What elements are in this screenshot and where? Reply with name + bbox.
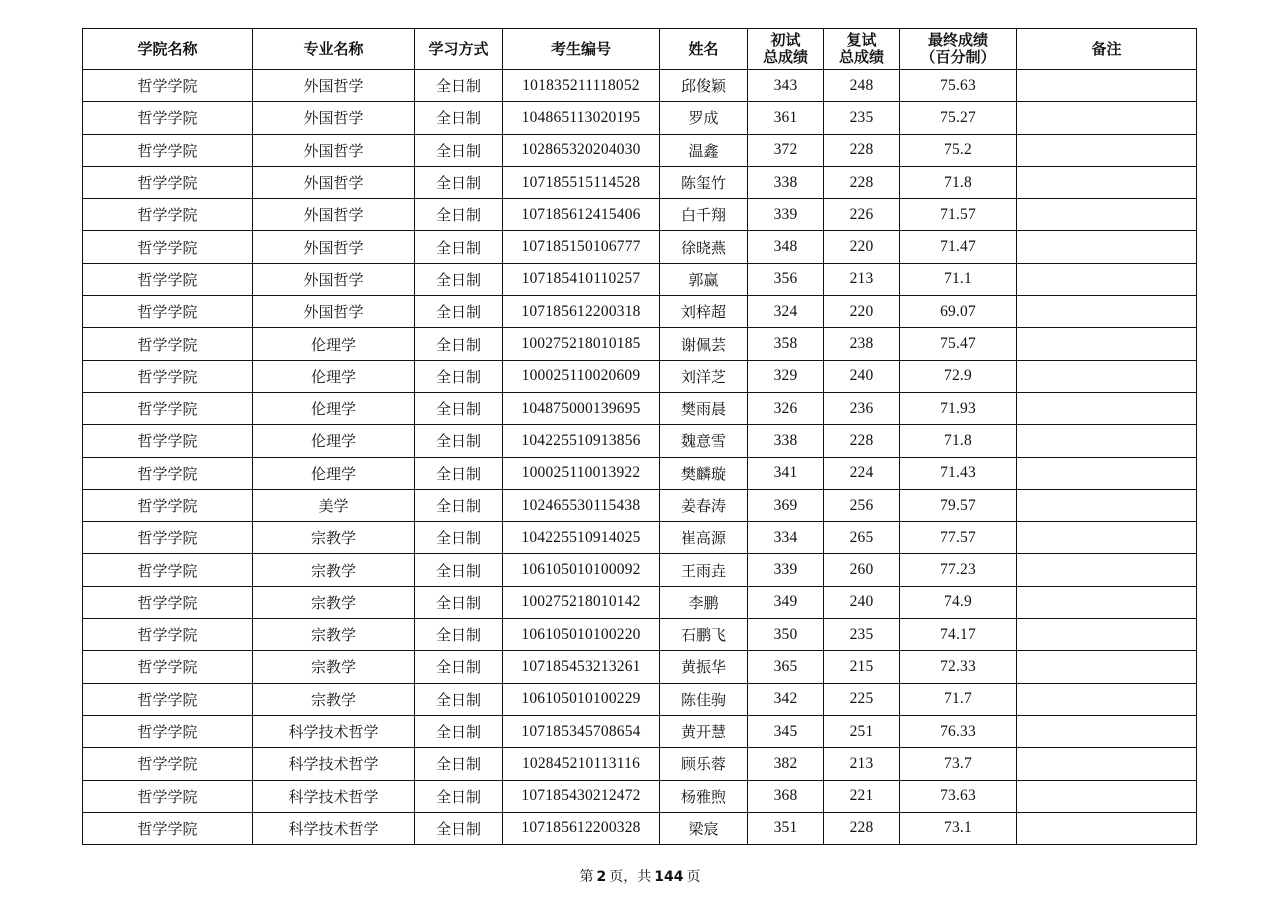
cell-initial-score: 356: [748, 263, 824, 295]
cell-initial-score: 341: [748, 457, 824, 489]
cell-major: 伦理学: [253, 328, 415, 360]
cell-name: 刘梓超: [660, 296, 748, 328]
cell-exam-id: 100025110013922: [503, 457, 660, 489]
table-row: [83, 102, 1197, 134]
table-row: [83, 263, 1197, 295]
cell-mode: 全日制: [415, 296, 503, 328]
table-row: [83, 489, 1197, 521]
cell-exam-id: 107185410110257: [503, 263, 660, 295]
cell-name: 郭赢: [660, 263, 748, 295]
cell-initial-score: 326: [748, 392, 824, 424]
cell-college: 哲学学院: [83, 425, 253, 457]
cell-exam-id: 100275218010185: [503, 328, 660, 360]
header-mode: 学习方式: [415, 29, 503, 70]
cell-mode: 全日制: [415, 425, 503, 457]
footer-total-pages: 144: [654, 869, 684, 885]
cell-retest-score: 248: [824, 70, 900, 102]
cell-remark: [1017, 199, 1197, 231]
cell-remark: [1017, 489, 1197, 521]
cell-retest-score: 265: [824, 522, 900, 554]
header-retest-line2: 总成绩: [838, 48, 884, 66]
cell-college: 哲学学院: [83, 231, 253, 263]
cell-remark: [1017, 586, 1197, 618]
cell-mode: 全日制: [415, 812, 503, 844]
cell-retest-score: 215: [824, 651, 900, 683]
cell-remark: [1017, 683, 1197, 715]
cell-initial-score: 365: [748, 651, 824, 683]
cell-major: 伦理学: [253, 457, 415, 489]
table-row: [83, 425, 1197, 457]
cell-retest-score: 225: [824, 683, 900, 715]
cell-college: 哲学学院: [83, 651, 253, 683]
cell-name: 樊雨晨: [660, 392, 748, 424]
cell-final-score: 69.07: [900, 296, 1017, 328]
cell-remark: [1017, 425, 1197, 457]
cell-final-score: 71.93: [900, 392, 1017, 424]
cell-college: 哲学学院: [83, 780, 253, 812]
cell-college: 哲学学院: [83, 296, 253, 328]
cell-name: 魏意雪: [660, 425, 748, 457]
cell-mode: 全日制: [415, 715, 503, 747]
table-row: [83, 199, 1197, 231]
header-retest-line1: 复试: [846, 31, 877, 49]
cell-exam-id: 100275218010142: [503, 586, 660, 618]
cell-final-score: 71.57: [900, 199, 1017, 231]
cell-name: 谢佩芸: [660, 328, 748, 360]
header-initial-line2: 总成绩: [762, 48, 808, 66]
table-row: [83, 166, 1197, 198]
cell-major: 外国哲学: [253, 231, 415, 263]
header-name: 姓名: [660, 29, 748, 70]
cell-exam-id: 104225510913856: [503, 425, 660, 457]
cell-remark: [1017, 328, 1197, 360]
cell-major: 宗教学: [253, 586, 415, 618]
cell-mode: 全日制: [415, 586, 503, 618]
cell-remark: [1017, 748, 1197, 780]
cell-remark: [1017, 102, 1197, 134]
cell-initial-score: 324: [748, 296, 824, 328]
cell-major: 科学技术哲学: [253, 812, 415, 844]
cell-major: 外国哲学: [253, 134, 415, 166]
cell-exam-id: 107185515114528: [503, 166, 660, 198]
cell-major: 外国哲学: [253, 166, 415, 198]
cell-exam-id: 104875000139695: [503, 392, 660, 424]
cell-final-score: 75.63: [900, 70, 1017, 102]
cell-final-score: 79.57: [900, 489, 1017, 521]
cell-major: 伦理学: [253, 392, 415, 424]
cell-mode: 全日制: [415, 554, 503, 586]
footer-middle: 页，共: [609, 869, 652, 885]
table-row: [83, 328, 1197, 360]
cell-final-score: 71.8: [900, 166, 1017, 198]
cell-retest-score: 251: [824, 715, 900, 747]
cell-final-score: 73.1: [900, 812, 1017, 844]
cell-mode: 全日制: [415, 328, 503, 360]
table-row: [83, 780, 1197, 812]
cell-name: 黄开慧: [660, 715, 748, 747]
cell-name: 白千翔: [660, 199, 748, 231]
cell-initial-score: 361: [748, 102, 824, 134]
cell-name: 石鹏飞: [660, 619, 748, 651]
cell-exam-id: 101835211118052: [503, 70, 660, 102]
cell-mode: 全日制: [415, 102, 503, 134]
table-body: [83, 70, 1197, 845]
cell-exam-id: 102865320204030: [503, 134, 660, 166]
table-row: [83, 134, 1197, 166]
cell-name: 温鑫: [660, 134, 748, 166]
cell-major: 宗教学: [253, 683, 415, 715]
cell-major: 宗教学: [253, 554, 415, 586]
cell-initial-score: 338: [748, 166, 824, 198]
cell-remark: [1017, 715, 1197, 747]
cell-mode: 全日制: [415, 683, 503, 715]
cell-remark: [1017, 166, 1197, 198]
cell-initial-score: 358: [748, 328, 824, 360]
cell-college: 哲学学院: [83, 748, 253, 780]
cell-retest-score: 213: [824, 748, 900, 780]
cell-college: 哲学学院: [83, 70, 253, 102]
cell-initial-score: 368: [748, 780, 824, 812]
cell-remark: [1017, 134, 1197, 166]
cell-initial-score: 348: [748, 231, 824, 263]
cell-mode: 全日制: [415, 457, 503, 489]
cell-retest-score: 228: [824, 134, 900, 166]
cell-retest-score: 238: [824, 328, 900, 360]
cell-mode: 全日制: [415, 231, 503, 263]
cell-major: 外国哲学: [253, 199, 415, 231]
cell-final-score: 75.2: [900, 134, 1017, 166]
cell-retest-score: 213: [824, 263, 900, 295]
cell-retest-score: 221: [824, 780, 900, 812]
cell-name: 陈玺竹: [660, 166, 748, 198]
cell-name: 顾乐蓉: [660, 748, 748, 780]
cell-remark: [1017, 263, 1197, 295]
cell-initial-score: 342: [748, 683, 824, 715]
cell-retest-score: 240: [824, 586, 900, 618]
cell-name: 黄振华: [660, 651, 748, 683]
table-row: [83, 651, 1197, 683]
cell-college: 哲学学院: [83, 715, 253, 747]
cell-major: 科学技术哲学: [253, 780, 415, 812]
cell-name: 徐晓燕: [660, 231, 748, 263]
table-row: [83, 392, 1197, 424]
cell-retest-score: 220: [824, 296, 900, 328]
cell-name: 樊麟璇: [660, 457, 748, 489]
cell-initial-score: 350: [748, 619, 824, 651]
table-row: [83, 619, 1197, 651]
cell-college: 哲学学院: [83, 392, 253, 424]
cell-major: 科学技术哲学: [253, 748, 415, 780]
cell-remark: [1017, 619, 1197, 651]
cell-mode: 全日制: [415, 360, 503, 392]
footer-prefix: 第: [579, 869, 594, 885]
cell-name: 杨雅煦: [660, 780, 748, 812]
cell-initial-score: 349: [748, 586, 824, 618]
table-row: [83, 360, 1197, 392]
table-header: [83, 29, 1197, 70]
cell-retest-score: 228: [824, 425, 900, 457]
cell-remark: [1017, 812, 1197, 844]
cell-exam-id: 102465530115438: [503, 489, 660, 521]
table-row: [83, 683, 1197, 715]
cell-major: 伦理学: [253, 425, 415, 457]
cell-college: 哲学学院: [83, 102, 253, 134]
cell-name: 陈佳驹: [660, 683, 748, 715]
cell-mode: 全日制: [415, 263, 503, 295]
cell-final-score: 73.63: [900, 780, 1017, 812]
cell-remark: [1017, 360, 1197, 392]
cell-exam-id: 107185612200318: [503, 296, 660, 328]
table-row: [83, 522, 1197, 554]
header-final-line2: （百分制）: [920, 48, 996, 66]
cell-remark: [1017, 231, 1197, 263]
cell-name: 王雨垚: [660, 554, 748, 586]
cell-mode: 全日制: [415, 70, 503, 102]
cell-final-score: 71.43: [900, 457, 1017, 489]
cell-final-score: 73.7: [900, 748, 1017, 780]
cell-final-score: 74.17: [900, 619, 1017, 651]
footer-current-page: 2: [596, 869, 607, 885]
cell-final-score: 72.9: [900, 360, 1017, 392]
cell-exam-id: 106105010100229: [503, 683, 660, 715]
table-row: [83, 231, 1197, 263]
cell-college: 哲学学院: [83, 360, 253, 392]
cell-initial-score: 345: [748, 715, 824, 747]
header-row: [83, 29, 1197, 70]
cell-name: 邱俊颖: [660, 70, 748, 102]
cell-mode: 全日制: [415, 392, 503, 424]
cell-remark: [1017, 651, 1197, 683]
cell-major: 宗教学: [253, 522, 415, 554]
cell-exam-id: 107185150106777: [503, 231, 660, 263]
cell-exam-id: 104865113020195: [503, 102, 660, 134]
cell-college: 哲学学院: [83, 812, 253, 844]
cell-name: 姜春涛: [660, 489, 748, 521]
cell-remark: [1017, 70, 1197, 102]
cell-major: 外国哲学: [253, 102, 415, 134]
cell-major: 外国哲学: [253, 263, 415, 295]
cell-major: 宗教学: [253, 619, 415, 651]
table-row: [83, 748, 1197, 780]
cell-remark: [1017, 554, 1197, 586]
cell-exam-id: 102845210113116: [503, 748, 660, 780]
cell-major: 美学: [253, 489, 415, 521]
cell-retest-score: 256: [824, 489, 900, 521]
cell-exam-id: 107185612415406: [503, 199, 660, 231]
header-exam-id: 考生编号: [503, 29, 660, 70]
cell-retest-score: 228: [824, 812, 900, 844]
cell-exam-id: 104225510914025: [503, 522, 660, 554]
cell-remark: [1017, 780, 1197, 812]
cell-college: 哲学学院: [83, 522, 253, 554]
table-row: [83, 554, 1197, 586]
cell-final-score: 76.33: [900, 715, 1017, 747]
cell-mode: 全日制: [415, 199, 503, 231]
cell-name: 罗成: [660, 102, 748, 134]
cell-exam-id: 106105010100092: [503, 554, 660, 586]
cell-college: 哲学学院: [83, 457, 253, 489]
cell-initial-score: 339: [748, 554, 824, 586]
cell-college: 哲学学院: [83, 554, 253, 586]
header-final-line1: 最终成绩: [927, 31, 988, 49]
cell-final-score: 74.9: [900, 586, 1017, 618]
cell-mode: 全日制: [415, 489, 503, 521]
cell-retest-score: 228: [824, 166, 900, 198]
cell-exam-id: 107185345708654: [503, 715, 660, 747]
cell-initial-score: 369: [748, 489, 824, 521]
cell-initial-score: 329: [748, 360, 824, 392]
cell-exam-id: 107185453213261: [503, 651, 660, 683]
header-remark: 备注: [1017, 29, 1197, 70]
cell-initial-score: 382: [748, 748, 824, 780]
header-final-score: [900, 29, 1017, 70]
footer-suffix: 页: [686, 869, 701, 885]
cell-mode: 全日制: [415, 651, 503, 683]
cell-name: 刘洋芝: [660, 360, 748, 392]
cell-final-score: 75.27: [900, 102, 1017, 134]
cell-remark: [1017, 392, 1197, 424]
header-major: 专业名称: [253, 29, 415, 70]
cell-retest-score: 220: [824, 231, 900, 263]
cell-retest-score: 224: [824, 457, 900, 489]
cell-retest-score: 235: [824, 619, 900, 651]
cell-final-score: 72.33: [900, 651, 1017, 683]
cell-initial-score: 339: [748, 199, 824, 231]
cell-final-score: 71.7: [900, 683, 1017, 715]
cell-name: 崔高源: [660, 522, 748, 554]
cell-mode: 全日制: [415, 522, 503, 554]
cell-major: 宗教学: [253, 651, 415, 683]
cell-initial-score: 343: [748, 70, 824, 102]
cell-final-score: 71.8: [900, 425, 1017, 457]
cell-mode: 全日制: [415, 748, 503, 780]
cell-final-score: 77.57: [900, 522, 1017, 554]
cell-college: 哲学学院: [83, 166, 253, 198]
page-footer: [0, 866, 1280, 886]
cell-mode: 全日制: [415, 166, 503, 198]
cell-major: 外国哲学: [253, 70, 415, 102]
header-retest-score: [824, 29, 900, 70]
table-row: [83, 457, 1197, 489]
cell-major: 科学技术哲学: [253, 715, 415, 747]
cell-exam-id: 107185430212472: [503, 780, 660, 812]
cell-exam-id: 100025110020609: [503, 360, 660, 392]
cell-initial-score: 338: [748, 425, 824, 457]
cell-retest-score: 240: [824, 360, 900, 392]
cell-retest-score: 236: [824, 392, 900, 424]
cell-mode: 全日制: [415, 780, 503, 812]
cell-retest-score: 260: [824, 554, 900, 586]
cell-initial-score: 351: [748, 812, 824, 844]
cell-name: 梁宸: [660, 812, 748, 844]
table-row: [83, 296, 1197, 328]
table-row: [83, 812, 1197, 844]
cell-final-score: 71.47: [900, 231, 1017, 263]
cell-final-score: 71.1: [900, 263, 1017, 295]
cell-initial-score: 334: [748, 522, 824, 554]
table-row: [83, 715, 1197, 747]
cell-retest-score: 226: [824, 199, 900, 231]
cell-college: 哲学学院: [83, 489, 253, 521]
cell-college: 哲学学院: [83, 328, 253, 360]
cell-college: 哲学学院: [83, 586, 253, 618]
cell-college: 哲学学院: [83, 263, 253, 295]
cell-major: 伦理学: [253, 360, 415, 392]
cell-major: 外国哲学: [253, 296, 415, 328]
score-table: [82, 28, 1197, 845]
table-row: [83, 586, 1197, 618]
cell-exam-id: 106105010100220: [503, 619, 660, 651]
cell-mode: 全日制: [415, 619, 503, 651]
header-college: 学院名称: [83, 29, 253, 70]
cell-remark: [1017, 457, 1197, 489]
cell-college: 哲学学院: [83, 199, 253, 231]
header-initial-score: [748, 29, 824, 70]
cell-remark: [1017, 522, 1197, 554]
cell-initial-score: 372: [748, 134, 824, 166]
cell-remark: [1017, 296, 1197, 328]
table-row: [83, 70, 1197, 102]
cell-college: 哲学学院: [83, 683, 253, 715]
cell-final-score: 75.47: [900, 328, 1017, 360]
cell-college: 哲学学院: [83, 134, 253, 166]
cell-mode: 全日制: [415, 134, 503, 166]
header-initial-line1: 初试: [770, 31, 801, 49]
cell-college: 哲学学院: [83, 619, 253, 651]
cell-name: 李鹏: [660, 586, 748, 618]
cell-exam-id: 107185612200328: [503, 812, 660, 844]
cell-retest-score: 235: [824, 102, 900, 134]
cell-final-score: 77.23: [900, 554, 1017, 586]
